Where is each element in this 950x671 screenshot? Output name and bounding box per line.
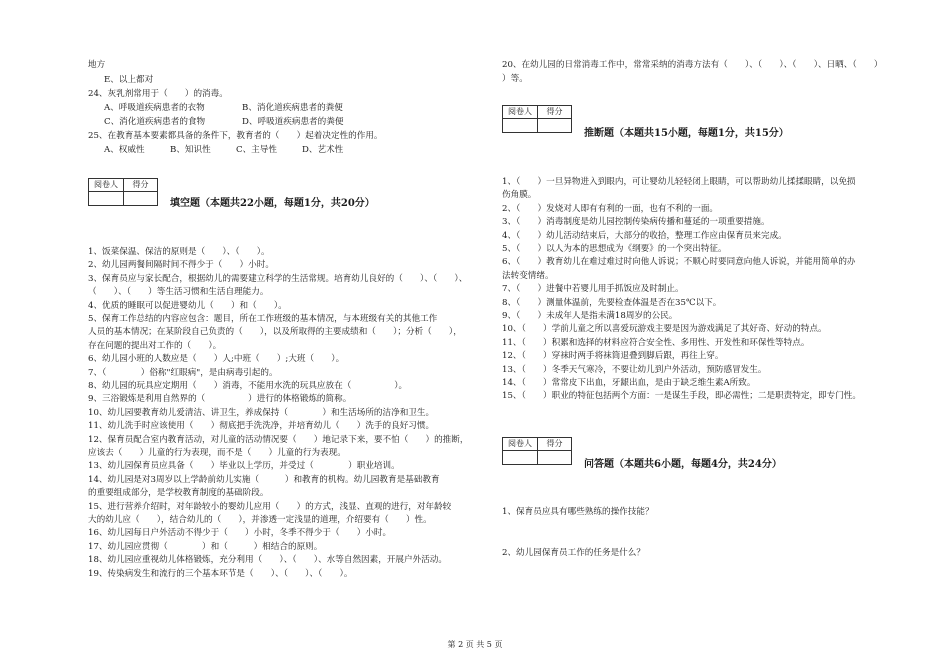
judge-question-line: 1、（ ）一旦异物进入到眼内，可让婴幼儿轻轻闭上眼睛，可以帮助幼儿揉揉眼睛，以免损 bbox=[502, 177, 856, 187]
q24-option-d: D、呼吸道疾病患者的粪便 bbox=[242, 117, 344, 127]
q24-options-ab bbox=[88, 103, 343, 114]
judge-question-line: 11、（ ）积累和选择的材料应符合安全性、多用性、开发性和环保性等特点。 bbox=[502, 337, 810, 348]
fill-question-line: （ ）、（ ）等生活习惯和生活自理能力。 bbox=[88, 287, 269, 298]
q23-continuation: 地方 bbox=[88, 60, 106, 70]
fill-question-line: 10、幼儿园要教育幼儿爱清洁、讲卫生，养成保持（ ）和生活场所的洁净和卫生。 bbox=[88, 407, 435, 418]
fill-question-line: 的重要组成部分，是学校教育制度的基础阶段。 bbox=[88, 488, 269, 499]
fill-question-line: 12、保育员配合室内教育活动，对儿童的活动情况要（ ）地记录下来，要不怕（ ）的推断， bbox=[88, 434, 469, 445]
q20-stem: 20、在幼儿园的日常消毒工作中，常常采纳的消毒方法有（ ）、（ ）、（ ）、日晒、（ ） bbox=[502, 60, 883, 70]
fill-question-line: 人员的基本情况；在某阶段自己负责的（ ），以及所取得的主要成绩和（ ）；分析（ ）， bbox=[88, 327, 462, 338]
fill-question-line: 18、幼儿园应重视幼儿体格锻炼，充分利用（ ）、（ ）、水等自然因素，开展户外活动。 bbox=[88, 555, 447, 566]
qa-question-1: 1、保育员应具有哪些熟练的操作技能？ bbox=[502, 507, 654, 517]
judge-question-line: 5、（ ）以人为本的思想成为《纲要》的一个突出特征。 bbox=[502, 244, 727, 254]
judge-question-line: 4、（ ）幼儿活动结束后，大部分的收拾，整理工作应由保育员来完成。 bbox=[502, 230, 787, 241]
q25-option-a: A、权威性 bbox=[104, 145, 145, 155]
qa-score-box bbox=[502, 437, 572, 465]
judge-question-line: 10、（ ）学前儿童之所以喜爱玩游戏主要是因为游戏满足了其好奇、好动的特点。 bbox=[502, 324, 827, 335]
fill-question-line: 6、幼儿园小班的人数应是（ ）人;中班（ ）;大班（ ）。 bbox=[88, 354, 345, 365]
fill-question-line: 16、幼儿园每日户外活动不得少于（ ）小时，冬季不得少于（ ）小时。 bbox=[88, 528, 392, 539]
q24-option-b: B、消化道疾病患者的粪便 bbox=[242, 103, 343, 113]
judge-question-line: 14、（ ）常常皮下出血，牙龈出血，是由于缺乏维生素A所致。 bbox=[502, 378, 756, 388]
q25-option-d: D、艺术性 bbox=[302, 145, 344, 155]
judge-section-title: 推断题（本题共15小题，每题1分，共15分） bbox=[584, 128, 789, 139]
fill-question-line: 4、优质的睡眠可以促进婴幼儿（ ）和（ ）。 bbox=[88, 300, 287, 311]
judge-question-line: 13、（ ）冬季天气寒冷，不要让幼儿到户外活动，预防感冒发生。 bbox=[502, 364, 767, 375]
fill-question-line: 11、幼儿洗手时应该使用（ ）彻底把手洗洗净，并培育幼儿（ ）洗手的良好习惯。 bbox=[88, 421, 435, 432]
score-reviewer-header: 阅卷人 bbox=[503, 106, 538, 119]
fill-question-line: 8、幼儿园的玩具应定期用（ ）消毒，不能用水洗的玩具应放在（ ）。 bbox=[88, 381, 408, 391]
judge-question-line: 法转变情绪。 bbox=[502, 270, 554, 281]
q23-option-e: E、以上都对 bbox=[104, 75, 154, 85]
judge-score-box bbox=[502, 105, 572, 133]
q24-stem: 24、灰乳剂常用于（ ）的消毒。 bbox=[88, 89, 228, 99]
judge-question-line: 6、（ ）教育幼儿在难过难过时向他人诉说；不顺心时要同意向他人诉说，并能用简单的办 bbox=[502, 257, 856, 268]
fill-question-line: 13、幼儿园保育员应具备（ ）毕业以上学历，并受过（ ）职业培训。 bbox=[88, 461, 400, 472]
q24-options-cd bbox=[88, 117, 343, 128]
fill-question-line: 17、幼儿园应贯彻（ ）和（ ）相结合的原则。 bbox=[88, 541, 323, 552]
score-points-header: 得分 bbox=[124, 179, 157, 192]
fill-question-line: 7、（ ）俗称"红眼病"，是由病毒引起的。 bbox=[88, 367, 278, 378]
fill-question-line: 9、三浴锻炼是利用自然界的（ ）进行的体格锻炼的简称。 bbox=[88, 394, 352, 405]
q25-option-c: C、主导性 bbox=[236, 145, 277, 155]
judge-question-line: 8、（ ）测量体温前，先要检查体温是否在35℃以下。 bbox=[502, 297, 722, 308]
score-points-header: 得分 bbox=[538, 438, 571, 451]
fill-question-line: 3、保育员应与家长配合，根据幼儿的需要建立科学的生活常规。培育幼儿良好的（ ）、（ ）、 bbox=[88, 273, 468, 284]
fill-score-box bbox=[88, 178, 158, 206]
judge-question-line: 2、（ ）发烧对人即有有利的一面，也有不利的一面。 bbox=[502, 203, 719, 214]
fill-question-line: 1、饭菜保温、保洁的原则是（ ）、（ ）。 bbox=[88, 247, 270, 257]
qa-question-2: 2、幼儿园保育员工作的任务是什么？ bbox=[502, 548, 645, 558]
q20-continuation: ）等。 bbox=[502, 74, 528, 84]
q24-option-a: A、呼吸道疾病患者的衣物 bbox=[104, 103, 205, 113]
score-reviewer-header: 阅卷人 bbox=[89, 179, 124, 192]
score-points-header: 得分 bbox=[538, 106, 571, 119]
judge-question-line: 9、（ ）未成年人是指未满18周岁的公民。 bbox=[502, 311, 678, 321]
fill-question-line: 15、进行营养介绍时，对年龄较小的婴幼儿应用（ ）的方式，浅显、直观的进行，对年龄较 bbox=[88, 501, 452, 512]
fill-section-title: 填空题（本题共22小题，每题1分，共20分） bbox=[170, 198, 375, 209]
qa-section-title: 问答题（本题共6小题，每题4分，共24分） bbox=[584, 459, 782, 470]
q25-option-b: B、知识性 bbox=[170, 145, 211, 155]
judge-question-line: 伤角膜。 bbox=[502, 190, 537, 201]
score-reviewer-header: 阅卷人 bbox=[503, 438, 538, 451]
judge-question-line: 7、（ ）进餐中若婴儿用手抓饭应及时制止。 bbox=[502, 284, 684, 295]
judge-question-line: 12、（ ）穿袜时两手将袜筒退叠到脚后跟，再往上穿。 bbox=[502, 351, 724, 362]
q24-option-c: C、消化道疾病患者的食物 bbox=[104, 117, 206, 127]
fill-question-line: 2、幼儿园两餐间隔时间不得少于（ ）小时。 bbox=[88, 260, 274, 271]
fill-question-line: 存在问题的提出对工作的（ ）。 bbox=[88, 340, 222, 351]
q25-stem: 25、在教育基本要素都具备的条件下，教育者的（ ）起着决定性的作用。 bbox=[88, 131, 383, 141]
fill-question-line: 应该去（ ）儿童的行为表现，而不是（ ）儿童的行为表现。 bbox=[88, 448, 346, 458]
fill-question-line: 19、传染病发生和流行的三个基本环节是（ ）、（ ）、（ ）。 bbox=[88, 568, 353, 579]
fill-question-line: 5、保育工作总结的内容应包含：题目，所在工作班级的基本情况，与本班级有关的其他工作 bbox=[88, 314, 438, 324]
judge-question-line: 3、（ ）消毒制度是幼儿园控制传染病传播和蔓延的一项重要措施。 bbox=[502, 217, 770, 228]
page-footer: 第 2 页 共 5 页 bbox=[447, 640, 503, 649]
q25-options bbox=[88, 145, 343, 156]
judge-question-line: 15、（ ）职业的特征包括两个方面：一是谋生手段，即必需性；二是职责特定，即专门性。 bbox=[502, 391, 861, 402]
fill-question-line: 大的幼儿应（ ），结合幼儿的（ ），并渗透一定浅显的道理，介绍要有（ ）性。 bbox=[88, 515, 432, 525]
fill-question-line: 14、幼儿园是对3周岁以上学龄前幼儿实施（ ）和教育的机构。幼儿园教育是基础教育 bbox=[88, 474, 440, 485]
